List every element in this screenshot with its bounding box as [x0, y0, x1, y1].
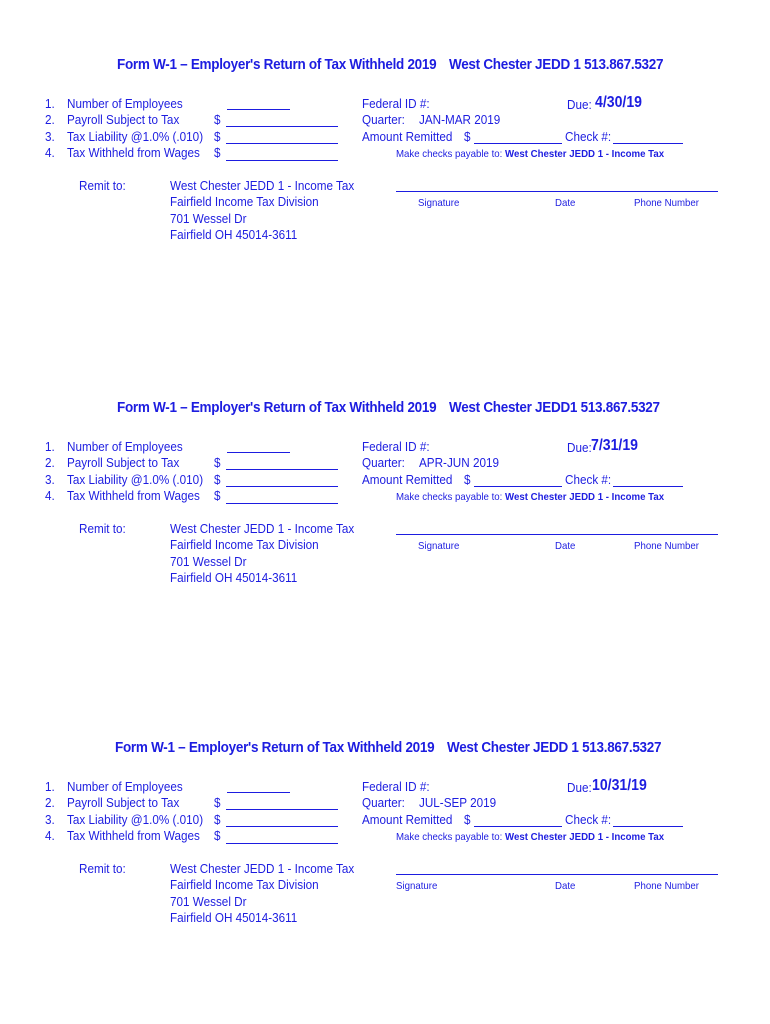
- date-label: Date: [555, 197, 576, 209]
- signature-label: Signature: [418, 540, 460, 552]
- item-label-withheld: Tax Withheld from Wages: [67, 145, 200, 160]
- amount-label: Amount Remitted: [362, 129, 453, 144]
- currency-sign: $: [214, 812, 221, 827]
- payable-prefix: Make checks payable to:: [396, 148, 503, 160]
- withheld-field[interactable]: [226, 503, 338, 504]
- coupon-q3: [0, 683, 770, 983]
- item-num: 3.: [45, 472, 55, 487]
- form-title: Form W-1 – Employer's Return of Tax Withheld 2019: [115, 740, 435, 756]
- remit-label: Remit to:: [79, 861, 126, 876]
- item-num: 3.: [45, 812, 55, 827]
- due-date: 4/30/19: [595, 94, 642, 111]
- remit-line: Fairfield OH 45014-3611: [170, 227, 298, 242]
- jedd-contact: West Chester JEDD 1 513.867.5327: [447, 740, 662, 756]
- date-label: Date: [555, 880, 576, 892]
- payable-prefix: Make checks payable to:: [396, 491, 503, 503]
- remit-label: Remit to:: [79, 521, 126, 536]
- due-date: 10/31/19: [592, 777, 647, 794]
- currency-sign: $: [464, 812, 471, 827]
- item-num: 3.: [45, 129, 55, 144]
- due-date: 7/31/19: [591, 437, 638, 454]
- remit-label: Remit to:: [79, 178, 126, 193]
- check-label: Check #:: [565, 129, 612, 144]
- item-num: 2.: [45, 795, 55, 810]
- item-label-payroll: Payroll Subject to Tax: [67, 795, 180, 810]
- amount-field[interactable]: [474, 143, 562, 144]
- currency-sign: $: [214, 828, 221, 843]
- item-num: 1.: [45, 439, 55, 454]
- currency-sign: $: [214, 488, 221, 503]
- quarter-label: Quarter:: [362, 795, 405, 810]
- amount-label: Amount Remitted: [362, 472, 453, 487]
- remit-line: Fairfield OH 45014-3611: [170, 910, 298, 925]
- signature-line[interactable]: [396, 534, 718, 535]
- remit-line: 701 Wessel Dr: [170, 211, 247, 226]
- payable-note: [396, 491, 664, 503]
- remit-line: Fairfield Income Tax Division: [170, 537, 319, 552]
- check-label: Check #:: [565, 812, 612, 827]
- remit-line: Fairfield OH 45014-3611: [170, 570, 298, 585]
- item-num: 1.: [45, 96, 55, 111]
- signature-line[interactable]: [396, 191, 718, 192]
- coupon-q1: [0, 0, 770, 300]
- currency-sign: $: [464, 129, 471, 144]
- payable-prefix: Make checks payable to:: [396, 831, 503, 843]
- currency-sign: $: [214, 455, 221, 470]
- item-label-employees: Number of Employees: [67, 96, 183, 111]
- quarter-value: JAN-MAR 2019: [419, 112, 501, 127]
- withheld-field[interactable]: [226, 843, 338, 844]
- federal-id-label: Federal ID #:: [362, 96, 430, 111]
- remit-line: Fairfield Income Tax Division: [170, 194, 319, 209]
- coupon-q2: [0, 343, 770, 643]
- item-label-liability: Tax Liability @1.0% (.010): [67, 472, 204, 487]
- payable-to: West Chester JEDD 1 - Income Tax: [505, 491, 665, 503]
- check-field[interactable]: [613, 143, 683, 144]
- item-label-payroll: Payroll Subject to Tax: [67, 112, 180, 127]
- check-field[interactable]: [613, 826, 683, 827]
- currency-sign: $: [464, 472, 471, 487]
- amount-field[interactable]: [474, 826, 562, 827]
- check-field[interactable]: [613, 486, 683, 487]
- currency-sign: $: [214, 112, 221, 127]
- item-label-employees: Number of Employees: [67, 779, 183, 794]
- currency-sign: $: [214, 795, 221, 810]
- payroll-field[interactable]: [226, 126, 338, 127]
- remit-line: West Chester JEDD 1 - Income Tax: [170, 861, 355, 876]
- signature-label: Signature: [418, 197, 460, 209]
- currency-sign: $: [214, 472, 221, 487]
- employees-field[interactable]: [227, 452, 290, 453]
- payable-to: West Chester JEDD 1 - Income Tax: [505, 148, 665, 160]
- form-title: Form W-1 – Employer's Return of Tax Withheld 2019: [117, 57, 437, 73]
- item-label-employees: Number of Employees: [67, 439, 183, 454]
- employees-field[interactable]: [227, 792, 290, 793]
- date-label: Date: [555, 540, 576, 552]
- liability-field[interactable]: [226, 486, 338, 487]
- item-num: 2.: [45, 112, 55, 127]
- remit-line: West Chester JEDD 1 - Income Tax: [170, 178, 355, 193]
- remit-line: Fairfield Income Tax Division: [170, 877, 319, 892]
- due-label: Due:: [567, 440, 592, 455]
- due-label: Due:: [567, 97, 592, 112]
- jedd-contact: West Chester JEDD 1 513.867.5327: [449, 57, 664, 73]
- signature-label: Signature: [396, 880, 438, 892]
- liability-field[interactable]: [226, 143, 338, 144]
- withheld-field[interactable]: [226, 160, 338, 161]
- phone-label: Phone Number: [634, 197, 699, 209]
- item-label-liability: Tax Liability @1.0% (.010): [67, 812, 204, 827]
- currency-sign: $: [214, 129, 221, 144]
- item-num: 4.: [45, 828, 55, 843]
- employees-field[interactable]: [227, 109, 290, 110]
- amount-field[interactable]: [474, 486, 562, 487]
- phone-label: Phone Number: [634, 540, 699, 552]
- item-label-liability: Tax Liability @1.0% (.010): [67, 129, 204, 144]
- payable-to: West Chester JEDD 1 - Income Tax: [505, 831, 665, 843]
- remit-line: 701 Wessel Dr: [170, 554, 247, 569]
- payable-note: [396, 148, 664, 160]
- payroll-field[interactable]: [226, 469, 338, 470]
- quarter-value: JUL-SEP 2019: [419, 795, 497, 810]
- currency-sign: $: [214, 145, 221, 160]
- item-num: 4.: [45, 488, 55, 503]
- phone-label: Phone Number: [634, 880, 699, 892]
- payroll-field[interactable]: [226, 809, 338, 810]
- quarter-value: APR-JUN 2019: [419, 455, 499, 470]
- amount-label: Amount Remitted: [362, 812, 453, 827]
- remit-line: 701 Wessel Dr: [170, 894, 247, 909]
- federal-id-label: Federal ID #:: [362, 779, 430, 794]
- item-label-withheld: Tax Withheld from Wages: [67, 488, 200, 503]
- item-num: 4.: [45, 145, 55, 160]
- payable-note: [396, 831, 664, 843]
- federal-id-label: Federal ID #:: [362, 439, 430, 454]
- quarter-label: Quarter:: [362, 112, 405, 127]
- signature-line[interactable]: [396, 874, 718, 875]
- item-num: 1.: [45, 779, 55, 794]
- item-num: 2.: [45, 455, 55, 470]
- item-label-withheld: Tax Withheld from Wages: [67, 828, 200, 843]
- quarter-label: Quarter:: [362, 455, 405, 470]
- liability-field[interactable]: [226, 826, 338, 827]
- remit-line: West Chester JEDD 1 - Income Tax: [170, 521, 355, 536]
- due-label: Due:: [567, 780, 592, 795]
- check-label: Check #:: [565, 472, 612, 487]
- jedd-contact: West Chester JEDD1 513.867.5327: [449, 400, 660, 416]
- item-label-payroll: Payroll Subject to Tax: [67, 455, 180, 470]
- form-title: Form W-1 – Employer's Return of Tax Withheld 2019: [117, 400, 437, 416]
